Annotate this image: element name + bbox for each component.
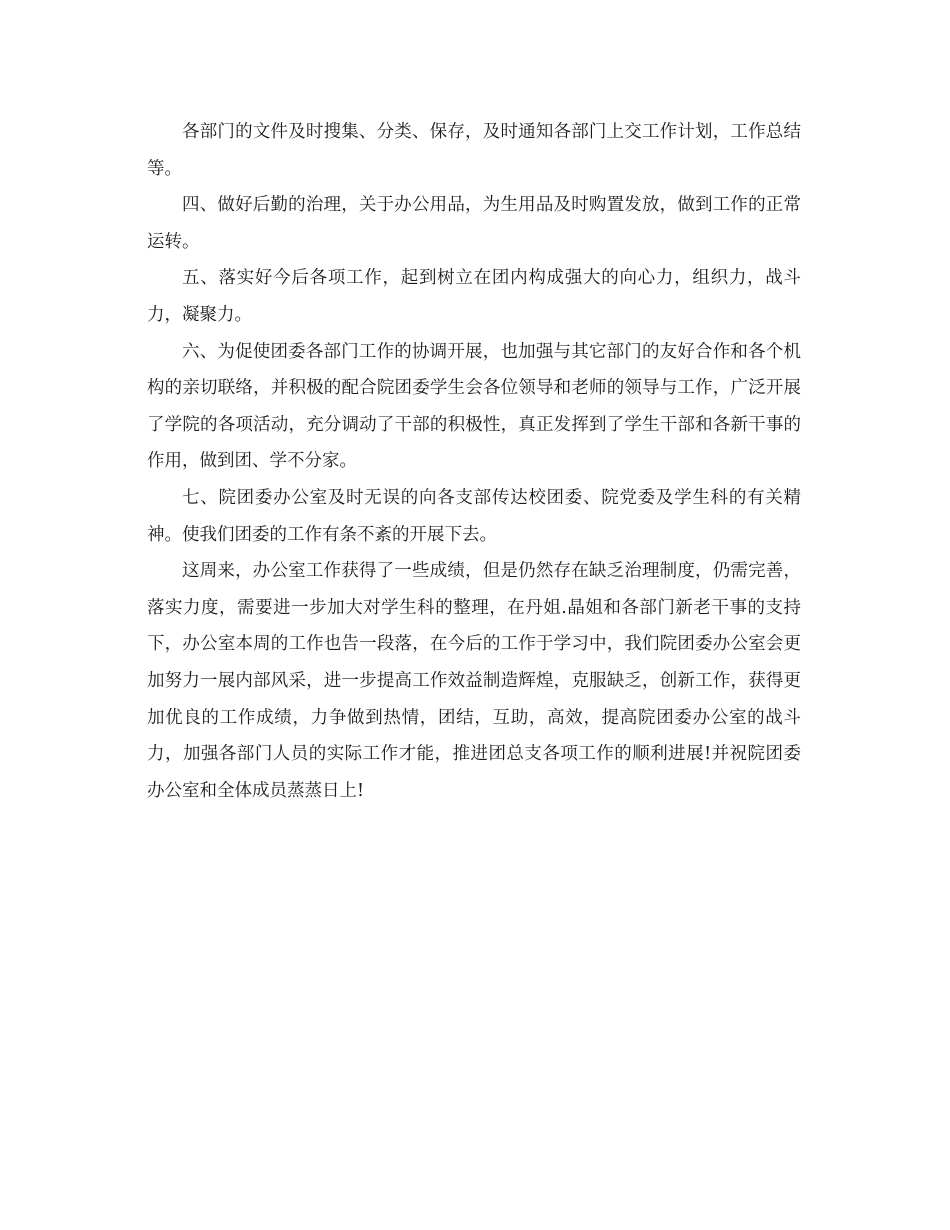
paragraph-filing: 各部门的文件及时搜集、分类、保存，及时通知各部门上交工作计划，工作总结等。 <box>147 122 801 179</box>
paragraph-coordination: 六、为促使团委各部门工作的协调开展，也加强与其它部门的友好合作和各个机构的亲切联络，并积极的配合院团委学生会各位领导和老师的领导与工作，广泛开展了学院的各项活动，充分调动了干部的积极性，真正发挥到了学生干部和各新干事的作用，做到团、学不分家。 <box>147 341 801 472</box>
paragraph-future-work: 五、落实好今后各项工作，起到树立在团内构成强大的向心力，组织力，战斗力，凝聚力。 <box>147 268 801 325</box>
document-body <box>147 114 801 809</box>
paragraph-logistics: 四、做好后勤的治理，关于办公用品，为生用品及时购置发放，做到工作的正常运转。 <box>147 195 801 252</box>
paragraph-summary: 这周来，办公室工作获得了一些成绩，但是仍然存在缺乏治理制度，仍需完善，落实力度，需要进一步加大对学生科的整理，在丹姐.晶姐和各部门新老干事的支持下，办公室本周的工作也告一段落，在今后的工作于学习中，我们院团委办公室会更加努力一展内部风采，进一步提高工作效益制造辉煌，克服缺乏，创新工作，获得更加优良的工作成绩，力争做到热情，团结，互助，高效，提高院团委办公室的战斗力，加强各部门人员的实际工作才能，推进团总支各项工作的顺利进展!并祝院团委办公室和全体成员蒸蒸日上! <box>147 561 801 801</box>
paragraph-communication: 七、院团委办公室及时无误的向各支部传达校团委、院党委及学生科的有关精神。使我们团委的工作有条不紊的开展下去。 <box>147 487 801 545</box>
